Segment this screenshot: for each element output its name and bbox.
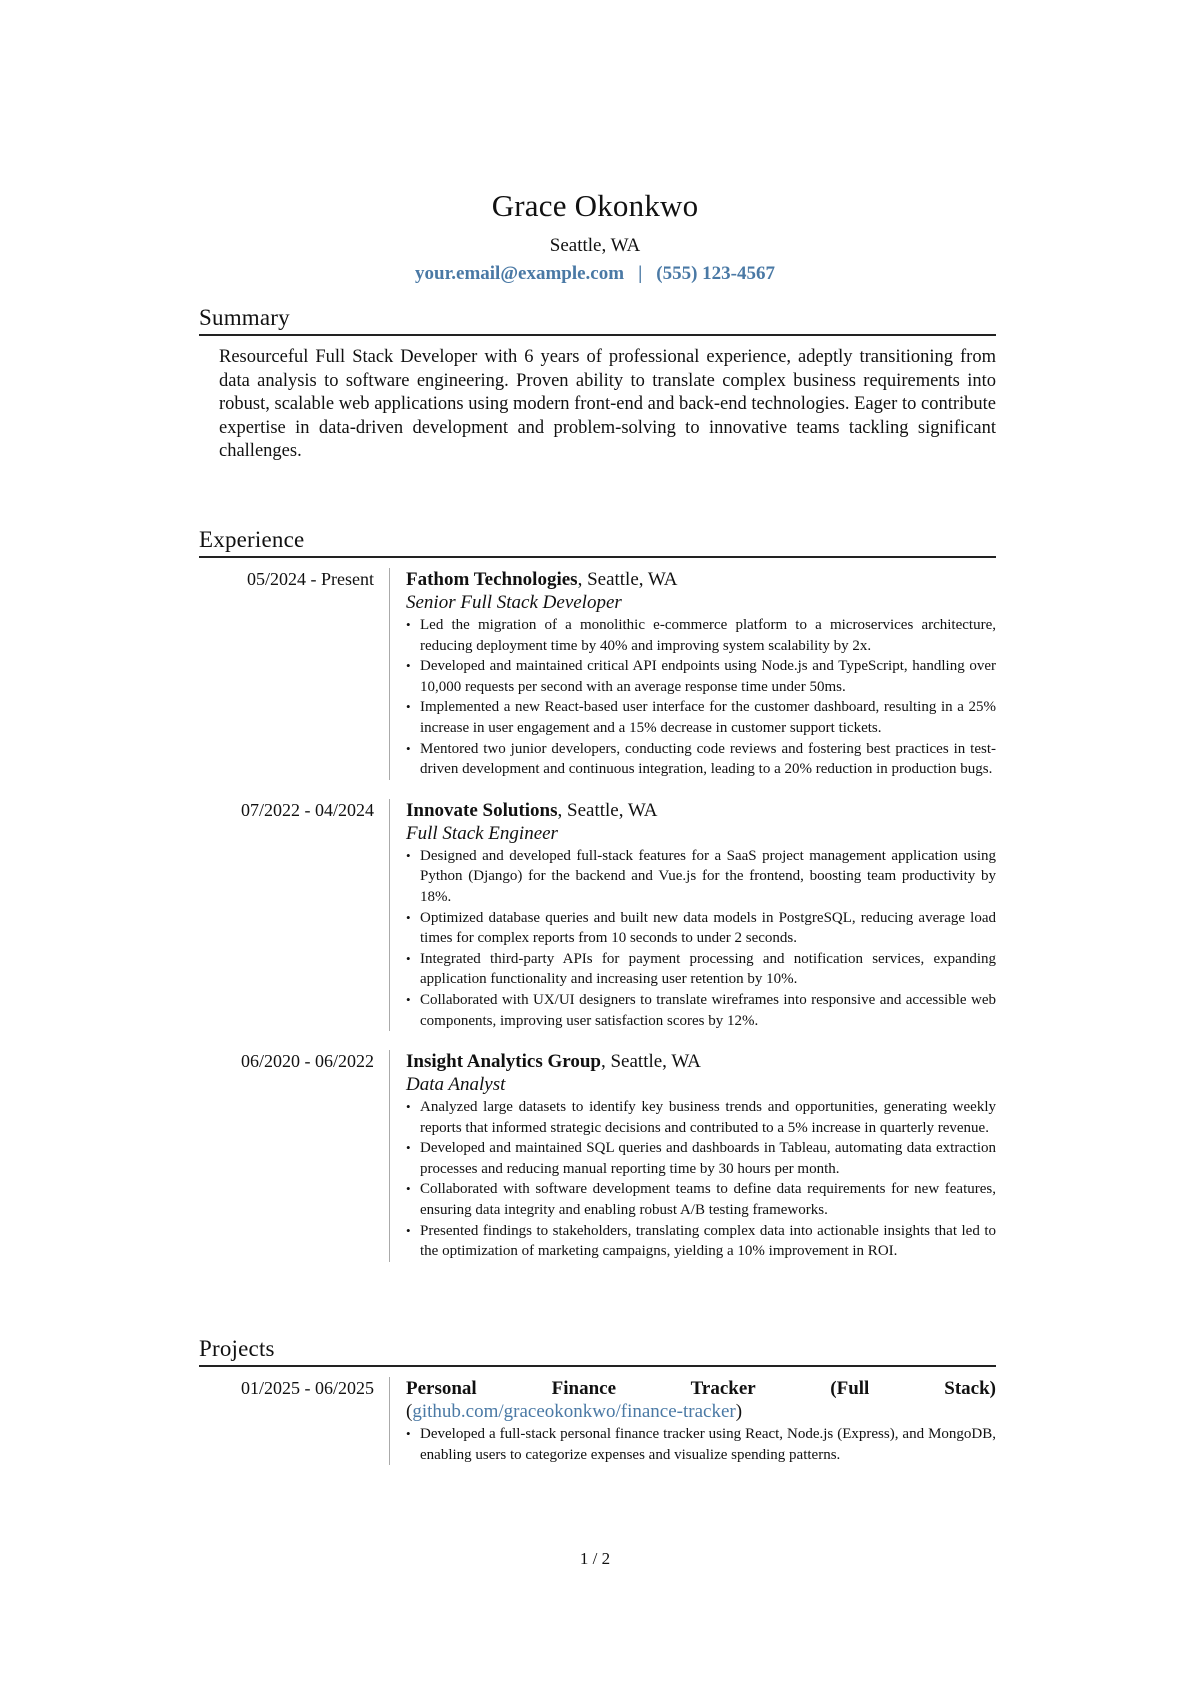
experience-section <box>199 527 996 1281</box>
projects-heading: Projects <box>199 1336 996 1367</box>
entry-body <box>389 1050 996 1262</box>
link-close-paren: ) <box>735 1401 743 1422</box>
achievement-item: • Presented findings to stakeholders, translating complex data into actionable insights that led to the optimization of marketing campaigns, yielding a 10% improvement in ROI. <box>406 1221 996 1262</box>
company-location: , Seattle, WA <box>600 1051 701 1073</box>
entry-dates: 07/2022 - 04/2024 <box>241 799 374 820</box>
candidate-name: Grace Okonkwo <box>491 188 699 223</box>
achievement-item: • Analyzed large datasets to identify key business trends and opportunities, generating weekly reports that informed strategic decisions and contributed to a 5% increase in quarterly revenue. <box>406 1097 996 1138</box>
summary-text: Resourceful Full Stack Developer with 6 years of professional experience, adeptly transitioning from data analysis to software engineering. Proven ability to translate complex business requirements into robust, scalable web applications using modern front-end and back-end technologies. Eager to contribute expertise in data-driven development and problem-solving to innovative teams tackling significant challenges. <box>219 347 996 461</box>
achievement-item: • Implemented a new React-based user interface for the customer dashboard, resulting in a 25% increase in user engagement and a 15% decrease in customer support tickets. <box>406 697 996 738</box>
achievement-item: • Led the migration of a monolithic e-commerce platform to a microservices architecture, reducing deployment time by 40% and improving system scalability by 2x. <box>406 615 996 656</box>
project-heading <box>406 1377 996 1423</box>
experience-entry <box>199 799 996 1031</box>
project-repo-link[interactable]: github.com/graceokonkwo/finance-tracker <box>412 1401 736 1422</box>
achievement-item: • Collaborated with software development teams to define data requirements for new features, ensuring data integrity and enabling robust A/B testing frameworks. <box>406 1179 996 1220</box>
email-link[interactable]: your.email@example.com <box>415 263 625 284</box>
project-details <box>406 1424 996 1465</box>
experience-list <box>199 568 996 1262</box>
company-name: Insight Analytics Group <box>406 1051 601 1073</box>
contact-line <box>0 263 1190 285</box>
achievement-list <box>406 846 996 1031</box>
job-title: Senior Full Stack Developer <box>406 592 622 613</box>
projects-section <box>199 1336 996 1484</box>
achievement-list <box>406 1097 996 1262</box>
entry-body <box>389 568 996 780</box>
achievement-item: • Mentored two junior developers, conducting code reviews and fostering best practices in test-driven development and continuous integration, leading to a 20% reduction in production bugs. <box>406 739 996 780</box>
experience-entry <box>199 568 996 780</box>
candidate-location: Seattle, WA <box>549 235 641 256</box>
entry-heading <box>406 799 996 822</box>
job-title: Data Analyst <box>406 1074 506 1096</box>
experience-entry <box>199 1050 996 1262</box>
company-name: Innovate Solutions <box>406 799 558 821</box>
entry-dates: 05/2024 - Present <box>247 569 374 589</box>
company-location: , Seattle, WA <box>577 569 678 590</box>
project-detail-item: • Developed a full-stack personal finance tracker using React, Node.js (Express), and MongoDB, enabling users to categorize expenses and visualize spending patterns. <box>406 1424 996 1465</box>
summary-heading: Summary <box>199 305 996 336</box>
link-open-paren: ( <box>406 1401 413 1422</box>
achievement-item: • Developed and maintained SQL queries and dashboards in Tableau, automating data extraction processes and reducing manual reporting time by 30 hours per month. <box>406 1138 996 1179</box>
achievement-item: • Integrated third-party APIs for payment processing and notification services, expanding application functionality and increasing user retention by 10%. <box>406 949 996 990</box>
entry-heading <box>406 568 996 591</box>
achievement-item: • Developed and maintained critical API endpoints using Node.js and TypeScript, handling over 10,000 requests per second with an average response time under 50ms. <box>406 656 996 697</box>
project-name: Personal Finance Tracker (Full Stack) <box>406 1378 996 1399</box>
contact-separator: | <box>638 263 643 284</box>
project-list <box>199 1377 996 1465</box>
job-title: Full Stack Engineer <box>406 822 558 844</box>
achievement-list <box>406 615 996 780</box>
achievement-item: • Optimized database queries and built new data models in PostgreSQL, reducing average load times for complex reports from 10 seconds to under 2 seconds. <box>406 908 996 949</box>
entry-body <box>389 1377 996 1465</box>
phone-link[interactable]: (555) 123-4567 <box>656 263 775 284</box>
entry-body <box>389 799 996 1031</box>
company-location: , Seattle, WA <box>557 799 658 821</box>
page-number: 1 / 2 <box>579 1549 611 1568</box>
project-entry <box>199 1377 996 1465</box>
company-name: Fathom Technologies <box>406 569 578 590</box>
entry-dates: 06/2020 - 06/2022 <box>241 1051 374 1072</box>
achievement-item: • Collaborated with UX/UI designers to translate wireframes into responsive and accessible web components, improving user satisfaction scores by 12%. <box>406 990 996 1031</box>
experience-heading: Experience <box>199 527 996 558</box>
entry-heading <box>406 1050 996 1073</box>
achievement-item: • Designed and developed full-stack features for a SaaS project management application using Python (Django) for the backend and Vue.js for the frontend, boosting team productivity by 18%. <box>406 846 996 908</box>
entry-dates: 01/2025 - 06/2025 <box>241 1378 374 1398</box>
summary-section <box>199 305 996 464</box>
